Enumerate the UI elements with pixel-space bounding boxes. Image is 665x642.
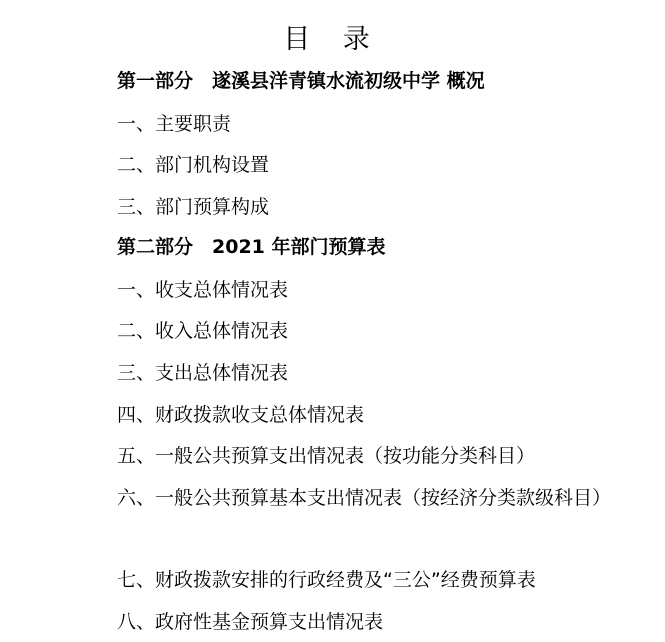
toc-item-2-1: 一、收支总体情况表	[117, 279, 289, 301]
toc-item-2-7: 七、财政拨款安排的行政经费及“三公”经费预算表	[117, 569, 536, 591]
toc-title: 目 录	[283, 24, 382, 55]
toc-item-1-3: 三、部门预算构成	[117, 196, 270, 218]
toc-item-1-1: 一、主要职责	[117, 113, 232, 135]
part2-heading: 第二部分 2021 年部门预算表	[117, 236, 386, 258]
toc-item-1-2: 二、部门机构设置	[117, 154, 270, 176]
toc-item-2-4: 四、财政拨款收支总体情况表	[117, 404, 365, 426]
toc-item-2-5: 五、一般公共预算支出情况表（按功能分类科目）	[117, 445, 536, 467]
toc-item-2-2: 二、收入总体情况表	[117, 320, 289, 342]
toc-item-2-6: 六、一般公共预算基本支出情况表（按经济分类款级科目）	[117, 487, 612, 509]
toc-item-2-8: 八、政府性基金预算支出情况表	[117, 611, 384, 633]
toc-item-2-3: 三、支出总体情况表	[117, 362, 289, 384]
part1-heading: 第一部分 遂溪县洋青镇水流初级中学 概况	[117, 70, 485, 92]
